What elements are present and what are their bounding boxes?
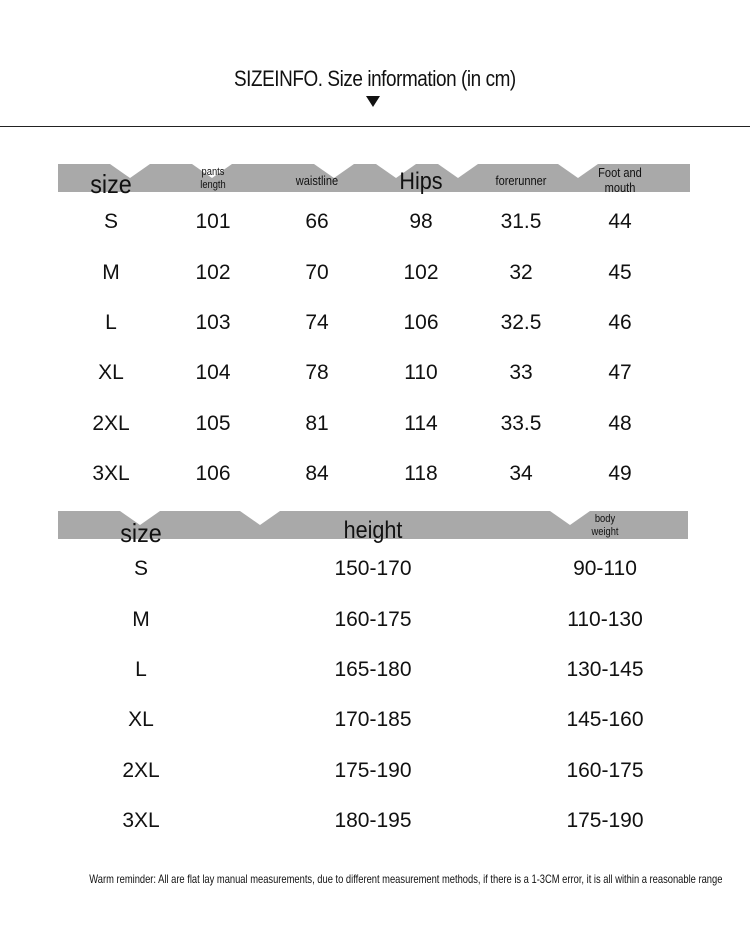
table1-cell: 45 bbox=[608, 261, 632, 284]
table1-cell: 84 bbox=[305, 462, 329, 485]
table1-cell: 102 bbox=[195, 261, 231, 284]
table2-row bbox=[0, 655, 750, 685]
table1-cell: 33 bbox=[509, 361, 533, 384]
down-arrow-icon bbox=[366, 96, 380, 107]
table2-cell: 180-195 bbox=[334, 809, 412, 832]
table2-header-body-weight: body weight bbox=[591, 513, 619, 538]
table1-cell: 105 bbox=[195, 412, 231, 435]
table1-cell: 47 bbox=[608, 361, 632, 384]
table2-header-height: height bbox=[343, 517, 403, 544]
table2-cell: 175-190 bbox=[334, 759, 412, 782]
table2-cell: 130-145 bbox=[566, 658, 644, 681]
table2-cell: 3XL bbox=[122, 809, 160, 832]
table2-cell: 160-175 bbox=[566, 759, 644, 782]
table1-cell: 34 bbox=[509, 462, 533, 485]
table1-cell: M bbox=[102, 261, 120, 284]
table2-cell: 110-130 bbox=[567, 608, 643, 631]
table2-row bbox=[0, 605, 750, 635]
table2-header-size: size bbox=[120, 518, 162, 548]
table1-cell: 118 bbox=[404, 462, 438, 485]
table1-cell: 110 bbox=[404, 361, 438, 384]
table1-row bbox=[0, 459, 750, 489]
table2-row bbox=[0, 806, 750, 836]
table1-cell: 98 bbox=[409, 210, 433, 233]
table2-cell: XL bbox=[128, 708, 154, 731]
table2-cell: 150-170 bbox=[334, 557, 412, 580]
table1-cell: 3XL bbox=[92, 462, 130, 485]
table2-cell: L bbox=[135, 658, 147, 681]
table1-cell: 44 bbox=[608, 210, 632, 233]
table1-cell: 106 bbox=[195, 462, 231, 485]
table1-cell: 103 bbox=[195, 311, 231, 334]
table1-cell: 78 bbox=[305, 361, 329, 384]
table1-cell: S bbox=[103, 210, 118, 233]
table2-cell: 90-110 bbox=[573, 557, 637, 580]
warm-reminder-note bbox=[0, 872, 750, 886]
table2-cell: 175-190 bbox=[566, 809, 644, 832]
table1-row bbox=[0, 409, 750, 439]
table1-cell: 70 bbox=[305, 261, 329, 284]
table1-header-hips: Hips bbox=[399, 168, 443, 195]
table1-cell: L bbox=[105, 311, 117, 334]
table1-cell: 104 bbox=[195, 361, 231, 384]
table1-header-foot-and-mouth: Foot and mouth bbox=[598, 165, 642, 195]
table1-row bbox=[0, 308, 750, 338]
page-title-wrap bbox=[0, 66, 750, 92]
table2-cell: 160-175 bbox=[334, 608, 412, 631]
table2-row bbox=[0, 756, 750, 786]
table1-cell: 33.5 bbox=[500, 412, 542, 435]
table1-cell: 114 bbox=[404, 412, 438, 435]
table2-row bbox=[0, 554, 750, 584]
table1-cell: 102 bbox=[403, 261, 439, 284]
page-title: SIZEINFO. Size information (in cm) bbox=[234, 66, 516, 91]
table1-cell: 101 bbox=[195, 210, 231, 233]
table1-cell: 66 bbox=[305, 210, 329, 233]
table1-row bbox=[0, 358, 750, 388]
table2-cell: 2XL bbox=[122, 759, 160, 782]
table1-cell: 2XL bbox=[92, 412, 130, 435]
table1-cell: 32 bbox=[509, 261, 533, 284]
table2-cell: M bbox=[132, 608, 150, 631]
table1-cell: 48 bbox=[608, 412, 632, 435]
table1-cell: 74 bbox=[305, 311, 329, 334]
table2-cell: 170-185 bbox=[334, 708, 412, 731]
table1-cell: 49 bbox=[608, 462, 632, 485]
table2-cell: S bbox=[133, 557, 148, 580]
warm-reminder-text: Warm reminder: All are flat lay manual measurements, due to different measurement methods, if there is a 1-3CM error, it is all within a reasonable range bbox=[89, 872, 723, 886]
table1-cell: XL bbox=[98, 361, 124, 384]
table1-cell: 31.5 bbox=[500, 210, 542, 233]
divider bbox=[0, 126, 750, 127]
table1-header-forerunner: forerunner bbox=[495, 173, 547, 188]
table1-cell: 46 bbox=[608, 311, 632, 334]
table2-cell: 165-180 bbox=[334, 658, 412, 681]
table2-cell: 145-160 bbox=[566, 708, 644, 731]
table1-row bbox=[0, 258, 750, 288]
table1-row bbox=[0, 207, 750, 237]
table1-cell: 106 bbox=[403, 311, 439, 334]
table1-cell: 32.5 bbox=[500, 311, 542, 334]
table2-row bbox=[0, 705, 750, 735]
table1-header-pants-length: pants length bbox=[200, 166, 226, 191]
table1-cell: 81 bbox=[305, 412, 329, 435]
table1-header-waistline: waistline bbox=[295, 173, 339, 188]
table1-header-size: size bbox=[90, 169, 132, 199]
